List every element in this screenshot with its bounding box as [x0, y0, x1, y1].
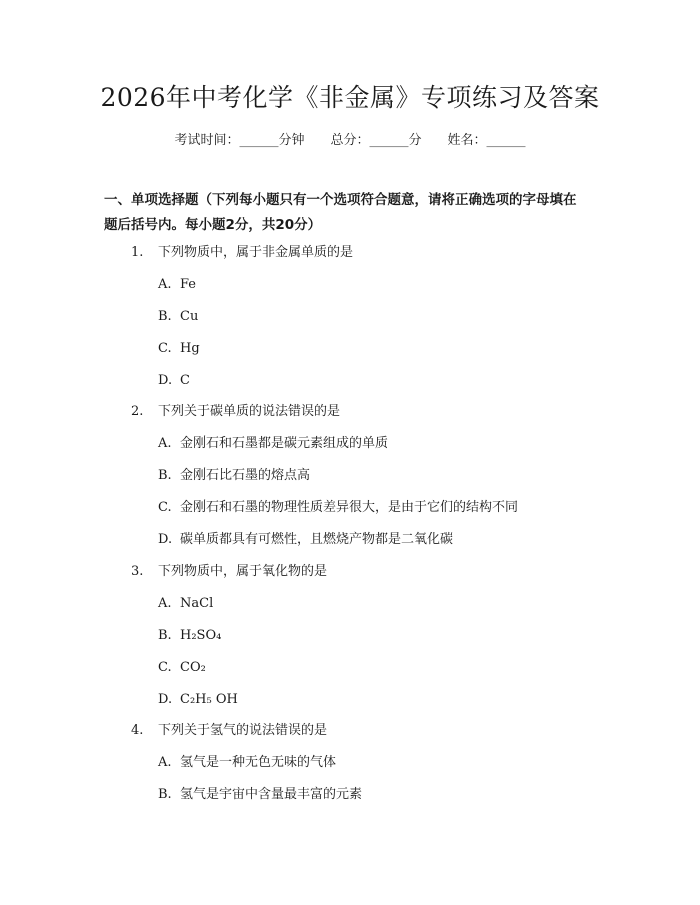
option-text: Hg [180, 341, 200, 356]
option-letter: A. [158, 596, 172, 611]
option-text: 金刚石和石墨的物理性质差异很大，是由于它们的结构不同 [180, 500, 519, 515]
option-letter: D. [158, 692, 173, 707]
option-letter: C. [158, 500, 172, 515]
question-3-option-c [158, 658, 206, 678]
question-2 [131, 402, 340, 422]
student-name-field: 姓名：______ [447, 133, 526, 148]
option-text: 金刚石和石墨都是碳元素组成的单质 [180, 436, 389, 451]
question-number: 4. [131, 723, 144, 738]
question-2-option-d [158, 530, 453, 550]
question-1-option-a [158, 275, 196, 295]
section-heading [104, 188, 604, 238]
option-letter: B. [158, 787, 172, 802]
option-letter: B. [158, 309, 172, 324]
question-4 [131, 721, 327, 741]
option-letter: B. [158, 628, 172, 643]
option-letter: D. [158, 532, 173, 547]
option-text: H₂SO₄ [180, 628, 222, 643]
option-text: 氢气是一种无色无味的气体 [180, 755, 337, 770]
question-1 [131, 243, 353, 263]
question-1-option-c [158, 339, 200, 359]
option-text: 氢气是宇宙中含量最丰富的元素 [180, 787, 363, 802]
option-letter: A. [158, 436, 172, 451]
section-heading-line-1: 一、单项选择题（下列每小题只有一个选项符合题意，请将正确选项的字母填在 [104, 192, 577, 208]
option-letter: B. [158, 468, 172, 483]
option-text: Cu [180, 309, 199, 324]
option-letter: C. [158, 660, 172, 675]
question-text: 下列关于氢气的说法错误的是 [158, 723, 328, 738]
question-text: 下列物质中，属于非金属单质的是 [158, 245, 354, 260]
option-letter: C. [158, 341, 172, 356]
option-letter: D. [158, 373, 173, 388]
option-text: C [180, 373, 190, 388]
option-letter: A. [158, 277, 172, 292]
option-letter: A. [158, 755, 172, 770]
question-2-option-a [158, 434, 388, 454]
question-number: 2. [131, 404, 144, 419]
option-text: NaCl [180, 596, 214, 611]
option-text: Fe [180, 277, 197, 292]
exam-time-field: 考试时间：______分钟 [174, 133, 305, 148]
option-text: C₂H₅ OH [180, 692, 238, 707]
question-number: 1. [131, 245, 144, 260]
question-4-option-a [158, 753, 336, 773]
question-3 [131, 562, 327, 582]
total-score-field: 总分：______分 [330, 133, 422, 148]
question-3-option-b [158, 626, 221, 646]
question-4-option-b [158, 785, 362, 805]
question-2-option-c [158, 498, 518, 518]
question-text: 下列物质中，属于氧化物的是 [158, 564, 328, 579]
page-title: 2026年中考化学《非金属》专项练习及答案 [100, 83, 600, 112]
section-heading-line-2: 题后括号内。每小题2分，共20分） [104, 217, 322, 233]
exam-meta [0, 131, 700, 151]
question-3-option-d [158, 690, 238, 710]
question-2-option-b [158, 466, 310, 486]
question-text: 下列关于碳单质的说法错误的是 [158, 404, 341, 419]
question-1-option-d [158, 371, 190, 391]
question-3-option-a [158, 594, 213, 614]
question-number: 3. [131, 564, 144, 579]
option-text: 金刚石比石墨的熔点高 [180, 468, 311, 483]
question-1-option-b [158, 307, 198, 327]
option-text: 碳单质都具有可燃性，且燃烧产物都是二氧化碳 [180, 532, 454, 547]
option-text: CO₂ [180, 660, 206, 675]
